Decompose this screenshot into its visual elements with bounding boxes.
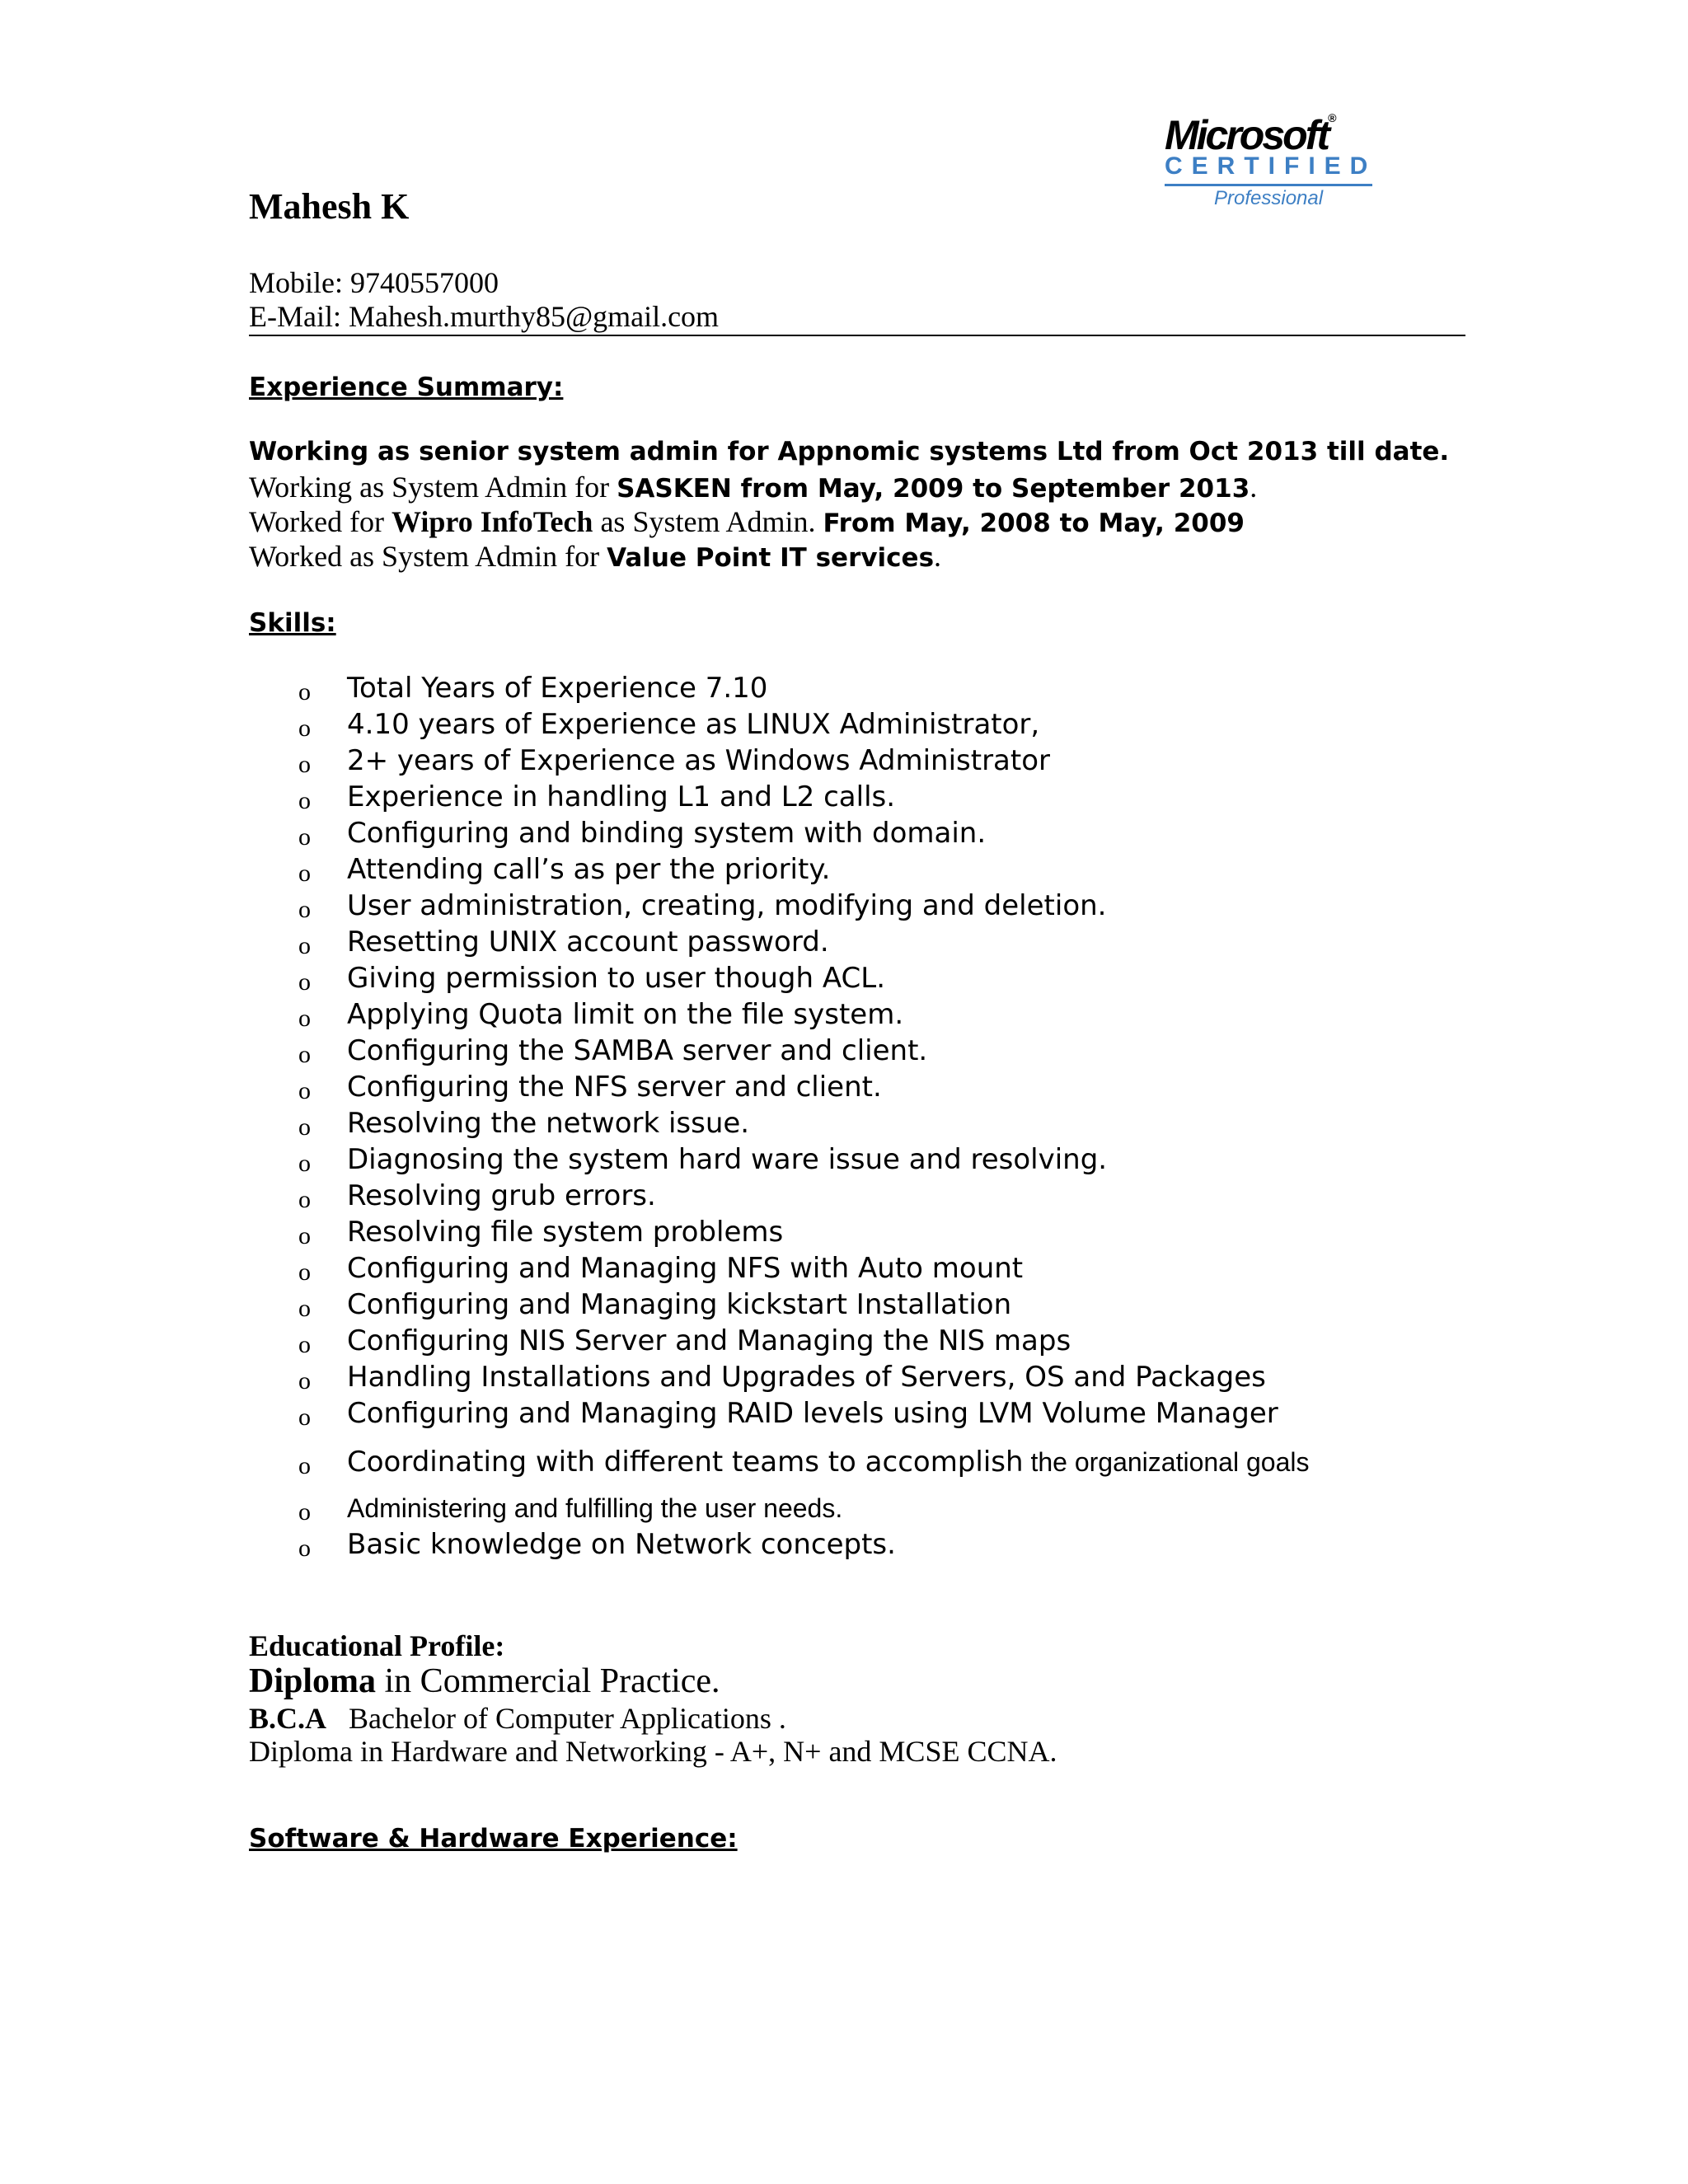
bullet: o xyxy=(298,860,311,887)
bullet: o xyxy=(298,823,311,851)
bullet: o xyxy=(298,1222,311,1249)
bullet: o xyxy=(298,1258,311,1286)
experience-sasken: Working as System Admin for SASKEN from May, 2009 to September 2013. xyxy=(249,471,1258,504)
bullet: o xyxy=(298,1186,311,1213)
candidate-name: Mahesh K xyxy=(249,186,410,227)
skills-heading: Skills: xyxy=(249,608,336,638)
bullet: o xyxy=(298,932,311,959)
email-address: E-Mail: Mahesh.murthy85@gmail.com xyxy=(249,300,720,333)
bullet: o xyxy=(298,896,311,923)
educational-profile-heading: Educational Profile: xyxy=(249,1629,505,1662)
experience-appnomic: Working as senior system admin for Appnomic systems Ltd from Oct 2013 till date. xyxy=(249,437,1450,466)
experience-value-point: Worked as System Admin for Value Point IT services. xyxy=(249,540,942,573)
bullet: o xyxy=(298,1404,311,1431)
education-diploma-commercial: Diploma in Commercial Practice. xyxy=(249,1662,720,1700)
header-divider xyxy=(249,335,1465,336)
bullet: o xyxy=(298,1452,311,1479)
logo-underline xyxy=(1165,184,1372,186)
bullet: o xyxy=(298,1113,311,1141)
bullet: o xyxy=(298,678,311,705)
software-hardware-heading: Software & Hardware Experience: xyxy=(249,1824,738,1854)
education-bca: B.C.A Bachelor of Computer Applications . xyxy=(249,1702,786,1735)
logo-brand: Microsoft® xyxy=(1165,111,1337,158)
bullet: o xyxy=(298,1498,311,1526)
bullet: o xyxy=(298,1331,311,1358)
bullet: o xyxy=(298,715,311,742)
bullet: o xyxy=(298,1295,311,1322)
education-diploma-hardware: Diploma in Hardware and Networking - A+, N+ and MCSE CCNA. xyxy=(249,1735,1057,1768)
bullet: o xyxy=(298,1041,311,1068)
bullet: o xyxy=(298,1150,311,1177)
bullet: o xyxy=(298,1005,311,1032)
bullet: o xyxy=(298,1077,311,1104)
mobile-number: Mobile: 9740557000 xyxy=(249,266,499,299)
bullet: o xyxy=(298,968,311,996)
bullet: o xyxy=(298,1535,311,1562)
experience-summary-heading: Experience Summary: xyxy=(249,373,564,402)
logo-certified: CERTIFIED xyxy=(1165,152,1377,180)
bullet: o xyxy=(298,751,311,778)
bullet: o xyxy=(298,1367,311,1394)
bullet: o xyxy=(298,787,311,814)
experience-wipro: Worked for Wipro InfoTech as System Admin. From May, 2008 to May, 2009 xyxy=(249,505,1245,538)
logo-professional: Professional xyxy=(1214,187,1324,209)
microsoft-certified-logo xyxy=(1165,111,1379,215)
